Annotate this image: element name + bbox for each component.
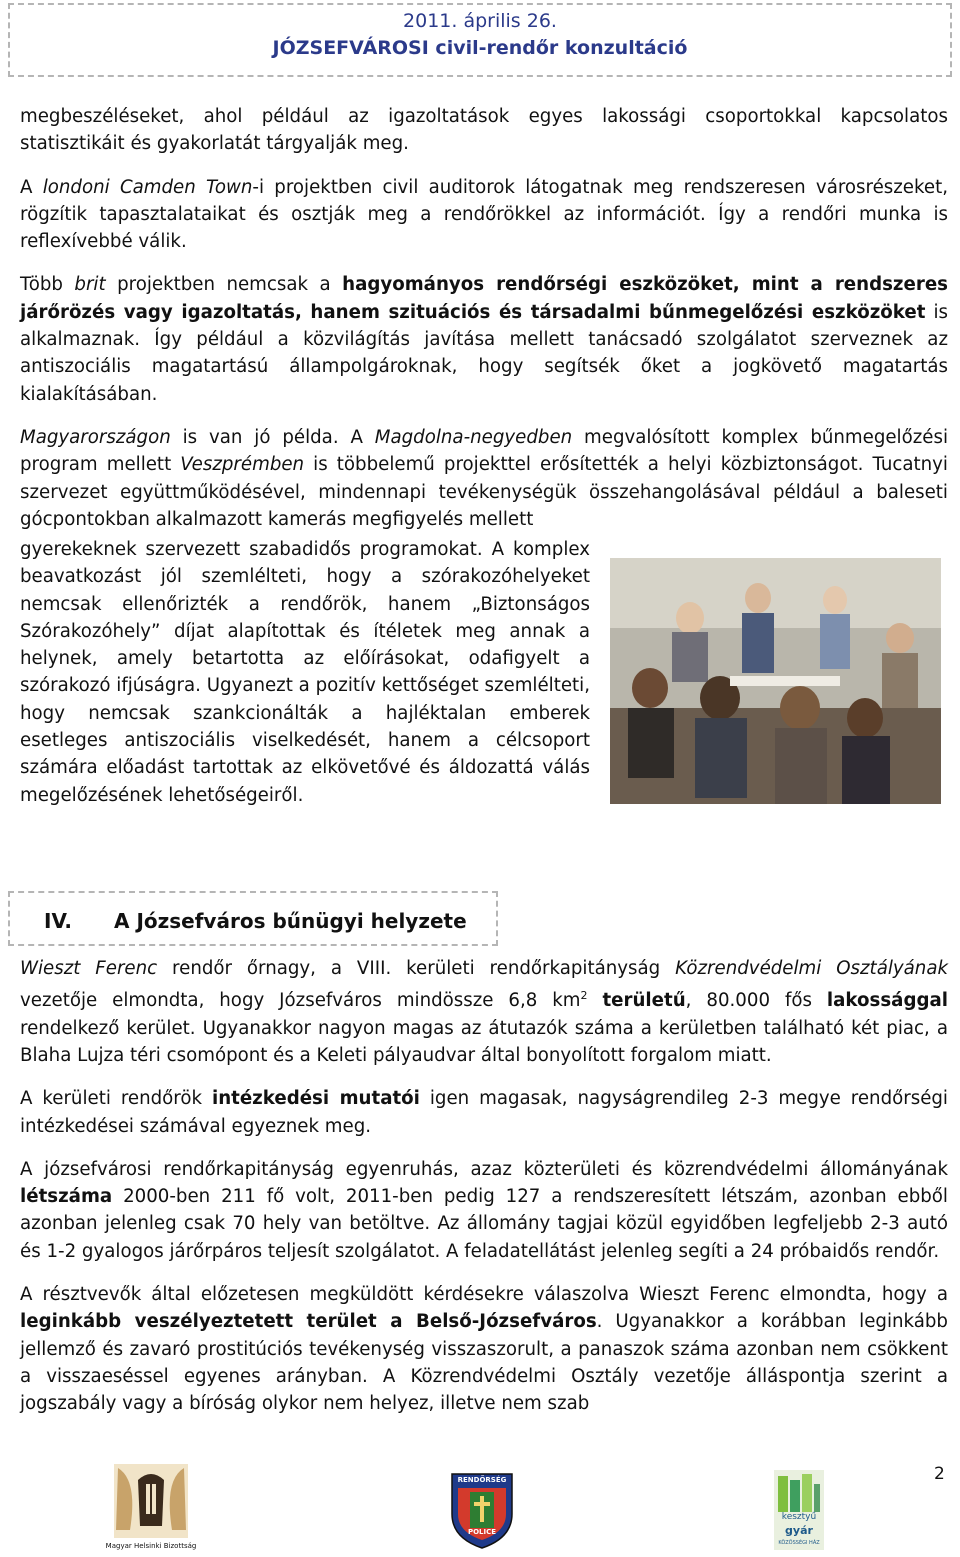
meeting-photo-illustration [610, 558, 941, 804]
page-header [8, 3, 952, 77]
kesztyugyar-logo [770, 1468, 828, 1552]
paragraph-6: A kerületi rendőrök intézkedési mutatói igen magasak, nagyságrendileg 2-3 megye rendőrségi intézkedései számával egyeznek meg. [20, 1088, 948, 1137]
helsinki-logo-caption: Magyar Helsinki Bizottság [105, 1542, 197, 1550]
main-text-bottom [20, 955, 948, 1434]
section-title: A Józsefváros bűnügyi helyzete [114, 909, 467, 933]
police-logo-top: RENDŐRSÉG [457, 1476, 507, 1484]
section-heading [8, 891, 498, 946]
kesztyugyar-mid: gyár [785, 1524, 813, 1537]
police-logo [448, 1470, 516, 1550]
page-number: 2 [934, 1464, 945, 1484]
paragraph-5: Wieszt Ferenc rendőr őrnagy, a VIII. kerületi rendőrkapitányság Közrendvédelmi Osztályának vezetője elmondta, hogy Józsefváros mindössze 6,8 $km^2$ területű, 80.000 fős lakossággal rendelkező kerület. Ugyanakkor nagyon magas az átutazók száma a kerületben található két piac, a Blaha Lujza téri csomópont és a Keleti pályaudvar által bonyolított forgalom miatt. [20, 958, 949, 1066]
main-text-top [20, 103, 948, 533]
paragraph-8: A résztvevők által előzetesen megküldött kérdésekre válaszolva Wieszt Ferenc elmondta, hogy a leginkább veszélyeztetett terület a Belső-Józsefváros. Ugyanakkor a korábban leginkább jellemző és zavaró prostitúciós tevékenység visszaszorult, a panaszok száma azonban nem csökkent a visszaeséssel egyenes arányban. A Közrendvédelmi Osztály vezetője álláspontja szerint a jogszabály vagy a bíróság olykor nem helyez, illetve nem szab [20, 1284, 948, 1415]
helsinki-logo-icon [108, 1460, 194, 1554]
paragraph-2: A londoni Camden Town-i projektben civil auditorok látogatnak meg rendszeresen városrészeket, rögzítik tapasztalataikat és osztják meg a rendőrökkel az információt. Így a rendőri munka is reflexívebbé válik. [20, 176, 948, 253]
meeting-photo [610, 558, 941, 804]
kesztyugyar-top: kesztyű [781, 1512, 817, 1522]
police-logo-bottom: POLICE [467, 1528, 497, 1536]
paragraph-1: megbeszéléseket, ahol például az igazoltatások egyes lakossági csoportokkal kapcsolatos statisztikáit és gyakorlatát tárgyalják meg. [20, 106, 948, 155]
paragraph-4: Magyarországon is van jó példa. A Magdolna-negyedben megvalósított komplex bűnmegelőzési program mellett Veszprémben is többelemű projekttel erősítették a helyi közbiztonságot. Tucatnyi szervezet együttműködésével, mindennapi tevékenységük összehangolásával például a baleseti gócpontokban alkalmazott kamerás megfigyelés mellett [20, 426, 948, 530]
kesztyugyar-bottom: KÖZÖSSÉGI HÁZ [778, 1540, 820, 1546]
helsinki-committee-logo [105, 1460, 197, 1554]
paragraph-7: A józsefvárosi rendőrkapitányság egyenruhás, azaz közterületi és közrendvédelmi állományának létszáma 2000-ben 211 fő volt, 2011-ben pedig 127 a rendszeresített létszám, azonban ebből azonban jelenleg csak 70 hely van betöltve. Az állomány tagjai közül egyidőben legfeljebb 2-3 autó és 1-2 gyalogos járőrpáros teljesít szolgálatot. A feladatellátást jelenleg segíti a 24 próbaidős rendőr. [20, 1158, 948, 1262]
header-date: 2011. április 26. [403, 10, 557, 32]
header-title: JÓZSEFVÁROSI civil-rendőr konzultáció [272, 37, 688, 59]
section-number: IV. [44, 909, 72, 933]
paragraph-3: Több brit projektben nemcsak a hagyományos rendőrségi eszközöket, mint a rendszeres járőrözés vagy igazoltatás, hanem szituációs és társadalmi bűnmegelőzési eszközöket is alkalmaznak. Így például a közvilágítás javítása mellett tanácsadó szolgálatot szerveznek az antiszociális magatartású állampolgároknak, hogy segítsék őket a jogkövető magatartás kialakításában. [20, 274, 948, 405]
paragraph-4-wrapped: gyerekeknek szervezett szabadidős programokat. A komplex beavatkozást jól szemlélteti, hogy a szórakozóhelyeket nemcsak ellenőrizték a rendőrök, hanem „Biztonságos Szórakozóhely” díjat alapítottak és ítéletek meg annak a helynek, amely betartotta az előírásokat, odafigyelt a szórakozó ifjúságra. Ugyanezt a pozitív kettőséget szemlélteti, hogy nemcsak szankcionálták a hajléktalan emberek esetleges antiszociális viselkedését, hanem a célcsoport számára előadást tartottak az elkövetővé és áldozattá válás megelőzésének lehetőségeiről. [20, 539, 590, 806]
